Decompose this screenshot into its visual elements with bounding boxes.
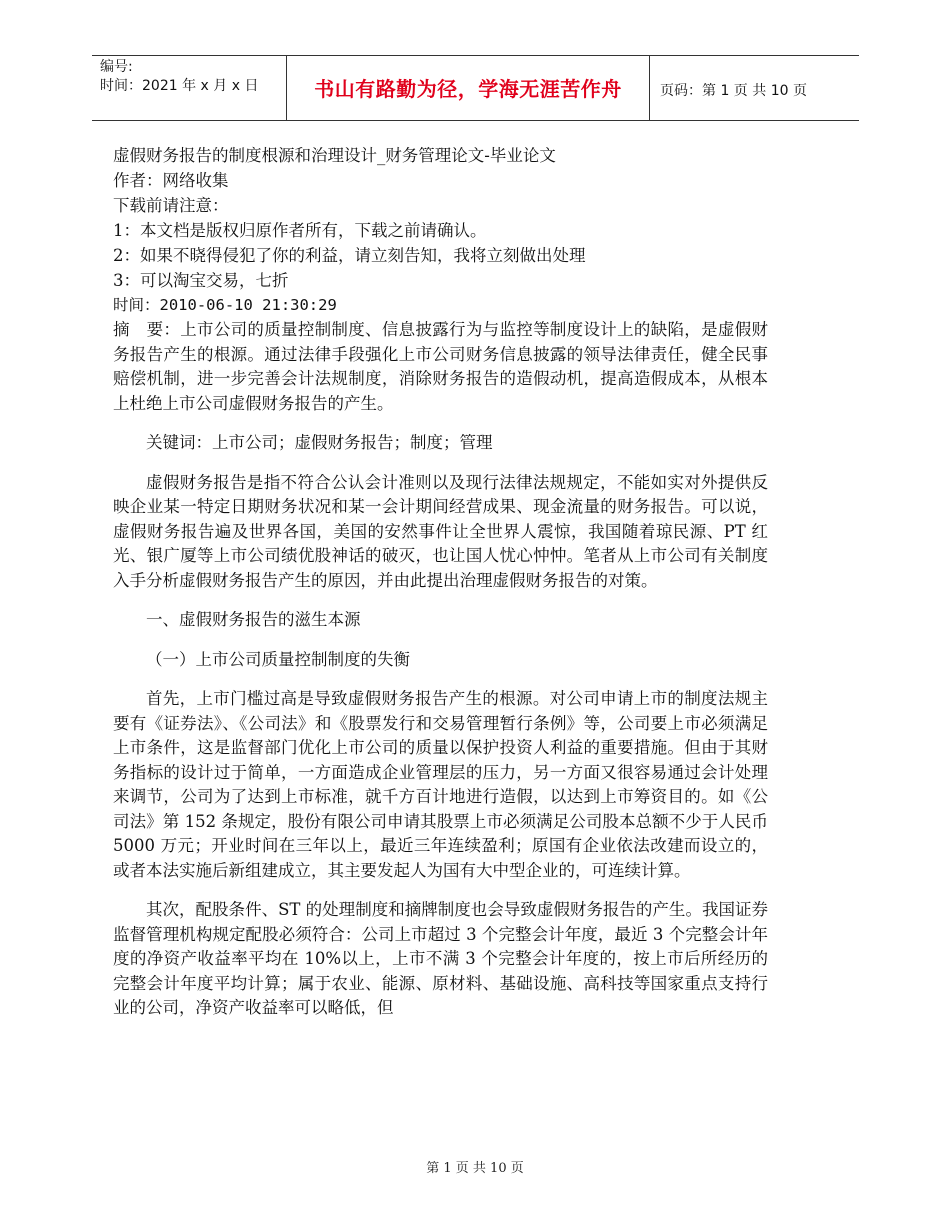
notice-item-2: 2：如果不晓得侵犯了你的利益，请立刻告知，我将立刻做出处理 xyxy=(113,246,586,265)
page-footer: 第 1 页 共 10 页 xyxy=(426,1161,524,1176)
body-paragraph-second: 其次，配股条件、ST 的处理制度和摘牌制度也会导致虚假财务报告的产生。我国证券监督管理机构规定配股必须符合：公司上市超过 3 个完整会计年度，最近 3 个完整会计年度的净资产收益率平均在 10%以上，上市不满 3 个完整会计年度的，按上市后所经历的完整会计年度平均计算；属于农业、能源、原材料、基础设施、高科技等国家重点支持行业的公司，净资产收益率可以略低，但 xyxy=(113,900,768,1017)
keywords-paragraph: 关键词：上市公司；虚假财务报告；制度；管理 xyxy=(146,433,493,452)
document-time: 时间：2010-06-10 21:30:29 xyxy=(113,296,337,314)
notice-item-1: 1：本文档是版权归原作者所有，下载之前请确认。 xyxy=(113,221,487,240)
notice-item-3: 3：可以淘宝交易，七折 xyxy=(113,271,289,290)
header-time-label: 时间：2021 年 x 月 x 日 xyxy=(100,78,259,94)
intro-paragraph: 虚假财务报告是指不符合公认会计准则以及现行法律法规规定，不能如实对外提供反映企业某一特定日期财务状况和某一会计期间经营成果、现金流量的财务报告。可以说，虚假财务报告遍及世界各国，美国的安然事件让全世界人震惊，我国随着琼民源、PT 红光、银广厦等上市公司绩优股神话的破灭，也让国人忧心忡忡。笔者从上市公司有关制度入手分析虚假财务报告产生的原因，并由此提出治理虚假财务报告的对策。 xyxy=(113,472,768,590)
header-bottom-rule xyxy=(92,120,859,121)
header-page-label: 页码：第 1 页 共 10 页 xyxy=(660,83,807,99)
document-body xyxy=(113,143,768,1021)
header-motto-box xyxy=(286,55,650,120)
subsection-heading: （一）上市公司质量控制制度的失衡 xyxy=(146,649,410,669)
header-number-label: 编号: xyxy=(100,59,133,75)
body-paragraph-first: 首先，上市门槛过高是导致虚假财务报告产生的根源。对公司申请上市的制度法规主要有《证券法》、《公司法》和《股票发行和交易管理暂行条例》等，公司要上市必须满足上市条件，这是监督部门优化上市公司的质量以保护投资人利益的重要措施。但由于其财务指标的设计过于简单，一方面造成企业管理层的压力，另一方面又很容易通过会计处理来调节，公司为了达到上市标准，就千方百计地进行造假，以达到上市筹资目的。如《公司法》第 152 条规定，股份有限公司申请其股票上市必须满足公司股本总额不少于人民币 5000 万元；开业时间在三年以上，最近三年连续盈利；原国有企业依法改建而设立的，或者本法实施后新组建成立，其主要发起人为国有大中型企业的，可连续计算。 xyxy=(113,689,768,880)
header-motto: 书山有路勤为径，学海无涯苦作舟 xyxy=(314,77,622,101)
abstract-paragraph: 摘 要：上市公司的质量控制制度、信息披露行为与监控等制度设计上的缺陷，是虚假财务报告产生的根源。通过法律手段强化上市公司财务信息披露的领导法律责任，健全民事赔偿机制，进一步完善会计法规制度，消除财务报告的造假动机，提高造假成本，从根本上杜绝上市公司虚假财务报告的产生。 xyxy=(113,320,768,413)
header-left-info xyxy=(100,58,258,96)
notice-heading: 下载前请注意： xyxy=(113,196,229,215)
document-author: 作者：网络收集 xyxy=(113,171,229,190)
section-heading: 一、虚假财务报告的滋生本源 xyxy=(146,610,361,629)
document-title: 虚假财务报告的制度根源和治理设计_财务管理论文-毕业论文 xyxy=(113,146,556,165)
